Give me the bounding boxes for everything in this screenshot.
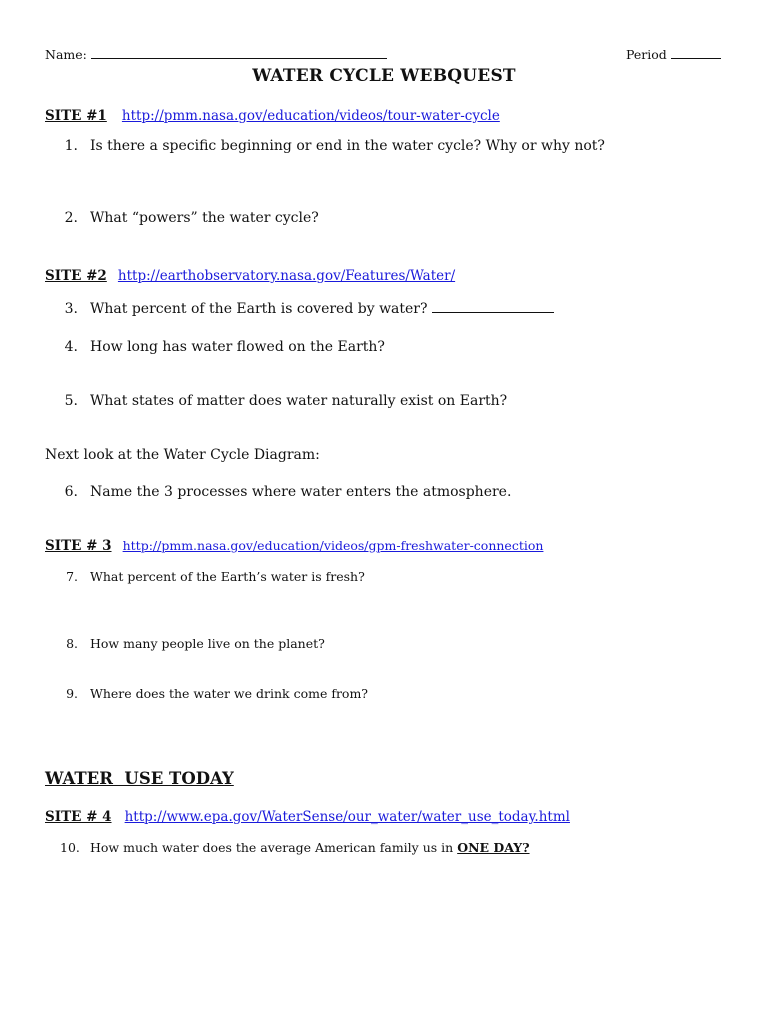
- site-4-link[interactable]: http://www.epa.gov/WaterSense/our_water/water_use_today.html: [124, 809, 570, 825]
- emphasis-text: ONE DAY?: [457, 840, 530, 855]
- question-text-body: What percent of the Earth is covered by water?: [90, 301, 428, 317]
- question-number: 1.: [64, 138, 78, 154]
- question-number: 9.: [66, 686, 78, 701]
- site-2-label: SITE #2: [45, 268, 107, 284]
- question-number: 7.: [66, 569, 78, 584]
- question-text: [90, 301, 554, 317]
- question-text-body: How much water does the average American family us in: [90, 840, 454, 855]
- period-blank[interactable]: [671, 47, 721, 59]
- question-text: Name the 3 processes where water enters the atmosphere.: [90, 484, 512, 500]
- question-number: 2.: [64, 210, 78, 226]
- site-2: [45, 265, 455, 284]
- site-1: [45, 105, 500, 124]
- name-label: Name:: [45, 47, 87, 62]
- name-blank[interactable]: [91, 47, 387, 59]
- site-2-link[interactable]: http://earthobservatory.nasa.gov/Features/Water/: [117, 268, 456, 284]
- site-4: [45, 806, 570, 825]
- site-3-label: SITE # 3: [45, 538, 112, 554]
- question-number: 4.: [64, 339, 78, 355]
- question-text: Is there a specific beginning or end in the water cycle? Why or why not?: [90, 138, 605, 154]
- question-text: What states of matter does water naturally exist on Earth?: [90, 393, 508, 409]
- answer-blank[interactable]: [432, 301, 554, 313]
- period-label: Period: [626, 47, 667, 62]
- site-3: [45, 535, 543, 554]
- question-number: 5.: [64, 393, 78, 409]
- question-number: 8.: [66, 636, 78, 651]
- period-field: [626, 47, 721, 62]
- question-text: How long has water flowed on the Earth?: [90, 339, 385, 355]
- name-field: [45, 47, 387, 62]
- question-number: 3.: [64, 301, 78, 317]
- question-text: What “powers” the water cycle?: [90, 210, 319, 226]
- site-1-label: SITE #1: [45, 108, 107, 124]
- question-text: Where does the water we drink come from?: [90, 686, 368, 701]
- site-1-link[interactable]: http://pmm.nasa.gov/education/videos/tour-water-cycle: [121, 108, 500, 124]
- site-3-link[interactable]: http://pmm.nasa.gov/education/videos/gpm-freshwater-connection: [122, 538, 544, 553]
- question-number: 10.: [60, 840, 80, 855]
- question-text: What percent of the Earth’s water is fresh?: [90, 569, 365, 584]
- page-title: WATER CYCLE WEBQUEST: [252, 66, 516, 86]
- question-text: [90, 840, 530, 855]
- site-4-label: SITE # 4: [45, 809, 112, 825]
- question-number: 6.: [64, 484, 78, 500]
- question-text: How many people live on the planet?: [90, 636, 325, 651]
- section-heading: WATER USE TODAY: [45, 769, 234, 788]
- diagram-note: Next look at the Water Cycle Diagram:: [45, 447, 320, 463]
